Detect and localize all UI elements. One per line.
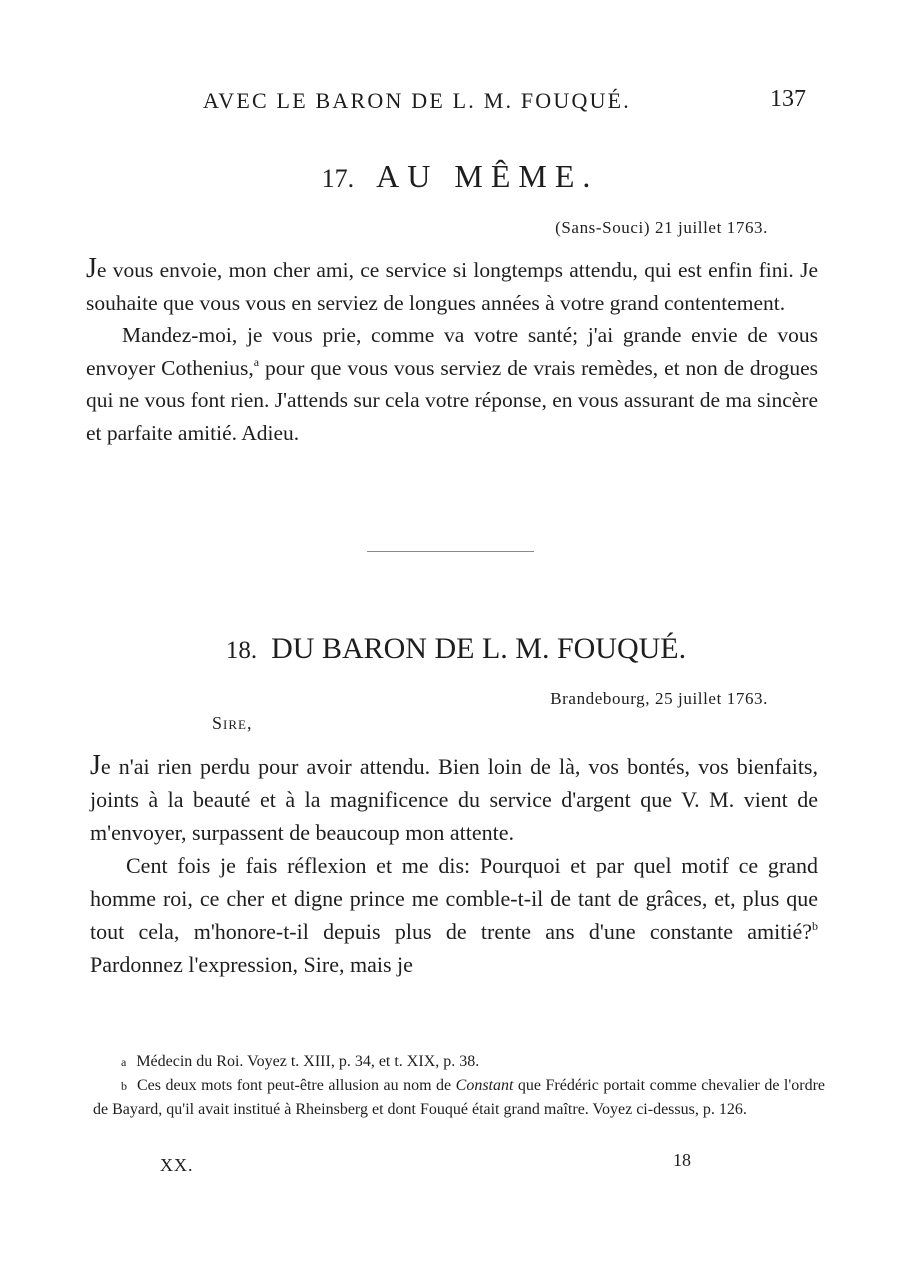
running-head: AVEC LE BARON DE L. M. FOUQUÉ. [203, 88, 631, 113]
paragraph-text: Cent fois je fais réflexion et me dis: Pourquoi et par quel motif ce grand homme roi, ce cher et digne prince me comble-t-il de tant de grâces, et, plus que tout cela, m'honore-t-il depuis plus de trente ans d'une constante amitié? [90, 853, 818, 944]
footnote-text: Ces deux mots font peut-être allusion au nom de [137, 1077, 456, 1094]
letter-17-body [86, 253, 818, 449]
letter-18-body [90, 749, 818, 981]
letter-17-paragraph-1 [86, 253, 818, 319]
footnote-mark: a [121, 1055, 127, 1069]
footnote-text: Médecin du Roi. Voyez t. XIII, p. 34, et t. XIX, p. 38. [136, 1053, 480, 1070]
paragraph-text: e vous envoie, mon cher ami, ce service si longtemps attendu, qui est enfin fini. Je souhaite que vous vous en serviez de longues années à votre grand contentement. [86, 258, 818, 315]
volume-signature: XX. [160, 1155, 194, 1175]
footnotes [93, 1050, 825, 1121]
letter-18-paragraph-2 [90, 849, 818, 981]
letter-18-number: 18. [225, 637, 258, 664]
letter-17-heading: AU MÊME. [376, 158, 599, 194]
letter-17-title [10, 158, 900, 195]
page-number: 137 [770, 86, 806, 112]
letter-18-salutation: Sire, [212, 713, 253, 733]
footnote-mark: b [121, 1079, 127, 1093]
letter-17-dateline: (Sans-Souci) 21 juillet 1763. [555, 218, 768, 237]
drop-initial: J [90, 750, 101, 781]
paragraph-text: e n'ai rien perdu pour avoir attendu. Bien loin de là, vos bontés, vos bienfaits, joints à la beauté et à la magnificence du service d'argent que V. M. vient de m'envoyer, surpassent de beaucoup mon attente. [90, 754, 818, 845]
letter-18-dateline: Brandebourg, 25 juillet 1763. [550, 689, 768, 708]
paragraph-text: Pardonnez l'expression, Sire, mais je [90, 952, 413, 977]
drop-initial: J [86, 253, 97, 284]
letter-17-paragraph-2 [86, 319, 818, 449]
letter-17-number: 17. [321, 164, 355, 193]
footnote-b [93, 1074, 825, 1121]
letter-18-title [6, 632, 900, 666]
section-divider [367, 551, 534, 552]
footnote-ref-a[interactable]: a [253, 354, 260, 369]
footnote-a [93, 1050, 825, 1074]
footnote-emphasis: Constant [455, 1077, 514, 1094]
paragraph-text: Mandez-moi, je vous prie, comme va votre santé; j'ai grande envie de vous envoyer Cothenius, [86, 323, 818, 380]
footnote-text: que Frédéric portait comme chevalier de l'ordre de Bayard, qu'il avait institué à Rheinsberg et dont Fouqué était grand maître. Voyez ci-dessus, p. 126. [93, 1077, 826, 1118]
sheet-number: 18 [673, 1150, 691, 1170]
letter-18-heading: DU BARON DE L. M. FOUQUÉ. [271, 632, 687, 665]
letter-18-paragraph-1 [90, 749, 818, 849]
paragraph-text: pour que vous vous serviez de vrais remèdes, et non de drogues qui ne vous font rien. J'attends sur cela votre réponse, en vous assurant de ma sincère et parfaite amitié. Adieu. [86, 355, 818, 445]
footnote-ref-b[interactable]: b [812, 919, 818, 933]
